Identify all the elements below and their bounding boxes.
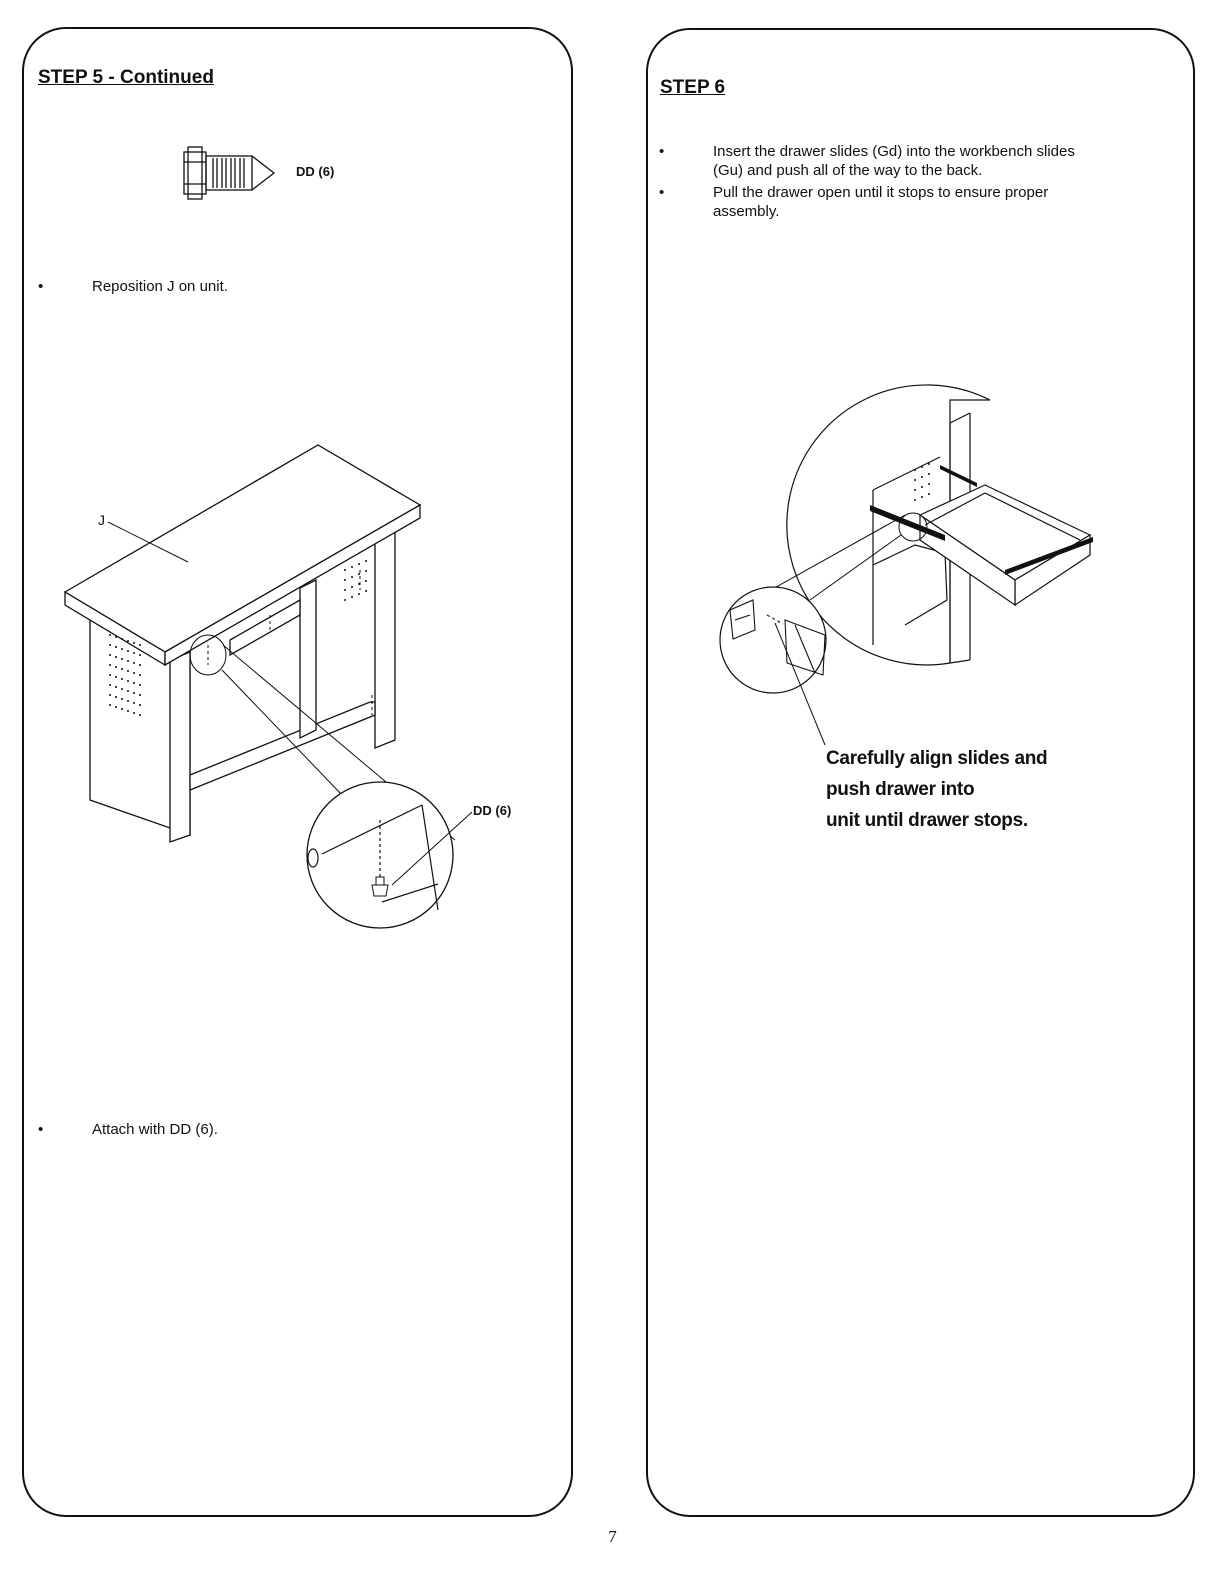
bullet-text-line: assembly.	[713, 203, 780, 220]
bullet-text-line: Insert the drawer slides (Gd) into the workbench slides	[713, 143, 1075, 160]
bullet-insert-slides	[659, 142, 1179, 182]
callout-line: Carefully align slides and	[826, 748, 1048, 769]
step5-title: STEP 5 - Continued	[38, 67, 214, 88]
bullet-reposition	[38, 277, 538, 297]
bullet-marker: •	[659, 184, 665, 201]
diagram-label-j: J	[98, 512, 105, 528]
bullet-text-line: Pull the drawer open until it stops to ensure proper	[713, 184, 1049, 201]
screw-icon	[180, 144, 280, 204]
bullet-text-line: (Gu) and push all of the way to the back.	[713, 162, 983, 179]
callout-text	[826, 743, 1047, 836]
bullet-marker: •	[38, 278, 44, 295]
bullet-text: Attach with DD (6).	[92, 1121, 218, 1138]
callout-line: unit until drawer stops.	[826, 810, 1028, 831]
bullet-text: Reposition J on unit.	[92, 278, 228, 295]
hardware-label: DD (6)	[296, 164, 335, 179]
workbench-diagram	[60, 440, 530, 940]
step6-title: STEP 6	[660, 77, 726, 98]
page-number: 7	[608, 1527, 617, 1546]
bullet-attach	[38, 1120, 538, 1140]
bullet-pull-drawer	[659, 183, 1179, 223]
bullet-marker: •	[659, 143, 665, 160]
diagram-label-dd: DD (6)	[473, 803, 512, 818]
callout-line: push drawer into	[826, 779, 975, 800]
bullet-marker: •	[38, 1121, 44, 1138]
drawer-diagram	[715, 395, 1115, 775]
